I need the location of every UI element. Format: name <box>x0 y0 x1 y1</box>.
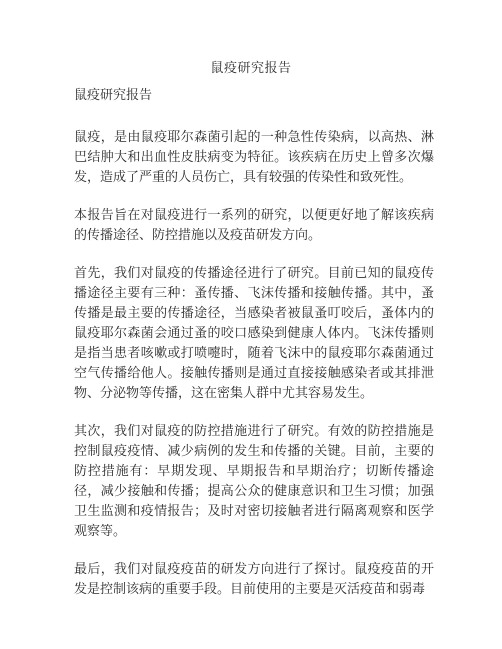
paragraph-prevention: 其次，我们对鼠疫的防控措施进行了研究。有效的防控措施是控制鼠疫疫情、减少病例的发生和传播的关键。目前，主要的防控措施有：早期发现、早期报告和早期治疗；切断传播途径，减少接触和传播；提高公众的健康意识和卫生习惯；加强卫生监测和疫情报告；及时对密切接触者进行隔离观察和医学观察等。 <box>74 424 434 539</box>
document-body <box>74 86 434 618</box>
report-heading: 鼠疫研究报告 <box>74 88 153 103</box>
paragraph-purpose: 本报告旨在对鼠疫进行一系列的研究，以便更好地了解该疾病的传播途径、防控措施以及疫苗研发方向。 <box>74 208 434 243</box>
paragraph-transmission: 首先，我们对鼠疫的传播途径进行了研究。目前已知的鼠疫传播途径主要有三种：蚤传播、飞沫传播和接触传播。其中，蚤传播是最主要的传播途径，当感染者被鼠蚤叮咬后，蚤体内的鼠疫耶尔森菌会通过蚤的咬口感染到健康人体内。飞沫传播则是指当患者咳嗽或打喷嚏时，随着飞沫中的鼠疫耶尔森菌通过空气传播给他人。接触传播则是通过直接接触感染者或其排泄物、分泌物等传播，这在密集人群中尤其容易发生。 <box>74 266 434 401</box>
paragraph-intro: 鼠疫，是由鼠疫耶尔森菌引起的一种急性传染病，以高热、淋巴结肿大和出血性皮肤病变为特征。该疾病在历史上曾多次爆发，造成了严重的人员伤亡，具有较强的传染性和致死性。 <box>74 130 434 185</box>
paragraph-vaccine: 最后，我们对鼠疫疫苗的研发方向进行了探讨。鼠疫疫苗的开发是控制该病的重要手段。目前使用的主要是灭活疫苗和弱毒 <box>74 562 434 597</box>
page-title: 鼠疫研究报告 <box>210 61 292 76</box>
